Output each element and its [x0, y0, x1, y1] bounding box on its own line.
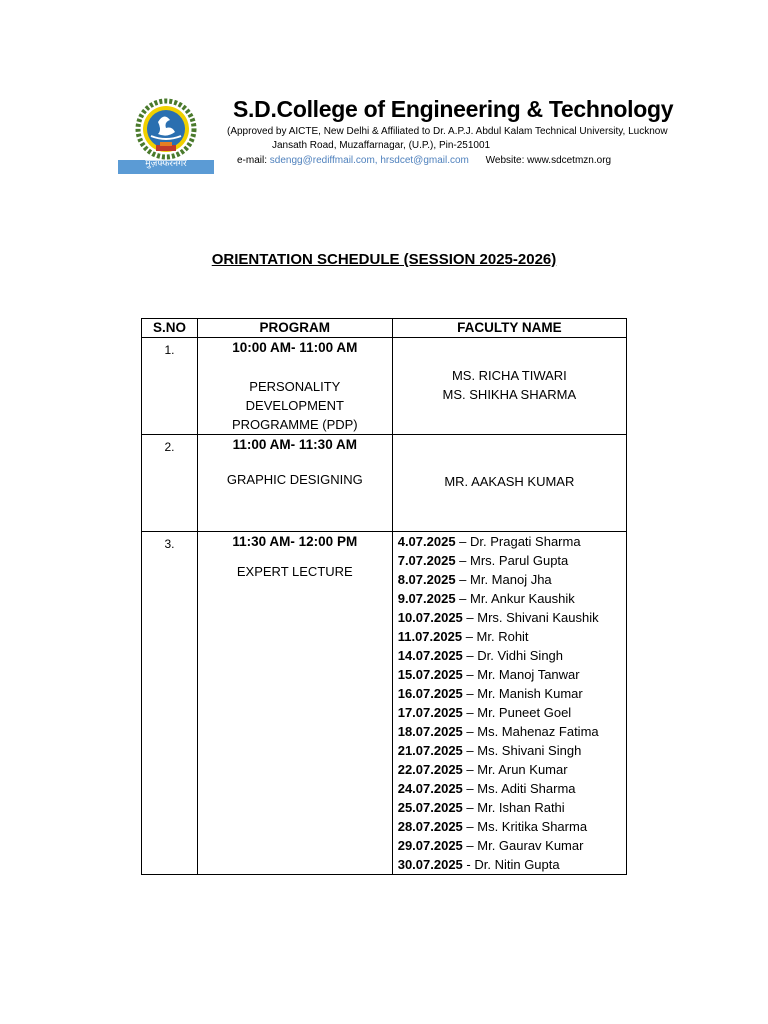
- lecture-item: [398, 817, 626, 836]
- faculty-name: MS. SHIKHA SHARMA: [442, 387, 577, 402]
- lecturer-name: – Ms. Shivani Singh: [462, 743, 582, 758]
- faculty-name: MR. AAKASH KUMAR: [444, 474, 575, 489]
- lecture-date: 11.07.2025: [397, 629, 463, 644]
- lecture-date: 16.07.2025: [397, 686, 463, 701]
- lecture-date: 4.07.2025: [397, 534, 456, 549]
- lecture-date: 18.07.2025: [397, 724, 463, 739]
- lecturer-name: – Mr. Rohit: [462, 629, 529, 644]
- lecturer-name: – Mr. Arun Kumar: [462, 762, 568, 777]
- session-time: 11:30 AM- 12:00 PM: [232, 534, 358, 549]
- lecturer-name: – Mrs. Parul Gupta: [455, 553, 569, 568]
- lecturer-name: – Ms. Aditi Sharma: [462, 781, 576, 796]
- lecture-date: 29.07.2025: [397, 838, 463, 853]
- header-sno: S.NO: [142, 319, 198, 338]
- lecture-item: [398, 627, 626, 646]
- lecturer-name: – Ms. Mahenaz Fatima: [462, 724, 599, 739]
- lecture-item: [398, 760, 626, 779]
- lecture-item: [398, 684, 626, 703]
- lecturer-name: – Mr. Puneet Goel: [462, 705, 572, 720]
- row-program-cell: [197, 338, 392, 435]
- college-name: S.D.College of Engineering & Technology: [233, 96, 674, 122]
- lecture-item: [398, 665, 626, 684]
- lecture-date: 14.07.2025: [397, 648, 463, 663]
- lecture-item: [398, 646, 626, 665]
- table-header-row: [142, 319, 627, 338]
- row-sno: 1.: [142, 338, 198, 435]
- header-faculty: FACULTY NAME: [392, 319, 626, 338]
- lecture-item: [398, 855, 626, 874]
- lecturer-name: – Mr. Manoj Tanwar: [462, 667, 580, 682]
- lecturer-name: – Mr. Manoj Jha: [455, 572, 552, 587]
- approval-line: (Approved by AICTE, New Delhi & Affiliated to Dr. A.P.J. Abdul Kalam Technical University, Lucknow: [227, 126, 668, 137]
- faculty-name: MS. RICHA TIWARI: [451, 368, 567, 383]
- website-text[interactable]: Website: www.sdcetmzn.org: [485, 155, 612, 166]
- lecture-item: [398, 608, 626, 627]
- row-faculty-cell: [392, 435, 626, 532]
- contact-line: [237, 155, 611, 166]
- lecture-date: 25.07.2025: [397, 800, 463, 815]
- logo-caption: मुज़फ्फरनगर: [145, 159, 187, 169]
- lecture-item: [398, 779, 626, 798]
- lecturer-name: – Ms. Kritika Sharma: [462, 819, 588, 834]
- session-time: 10:00 AM- 11:00 AM: [232, 340, 358, 355]
- lecture-date: 9.07.2025: [397, 591, 456, 606]
- row-sno: 3.: [142, 532, 198, 875]
- lecture-date: 21.07.2025: [397, 743, 463, 758]
- lecture-item: [398, 551, 626, 570]
- schedule-table: [141, 318, 627, 875]
- lecture-item: [398, 532, 626, 551]
- lecture-date: 10.07.2025: [397, 610, 463, 625]
- lecturer-name: – Mrs. Shivani Kaushik: [462, 610, 599, 625]
- lecture-item: [398, 741, 626, 760]
- lecture-date: 22.07.2025: [397, 762, 463, 777]
- row-sno: 2.: [142, 435, 198, 532]
- lecturer-name: – Mr. Gaurav Kumar: [462, 838, 584, 853]
- program-name: EXPERT LECTURE: [236, 564, 353, 579]
- logo-emblem: [138, 101, 194, 157]
- lecture-item: [398, 722, 626, 741]
- letterhead: [116, 92, 674, 178]
- lecture-date: 15.07.2025: [397, 667, 463, 682]
- lecturer-name: - Dr. Nitin Gupta: [462, 857, 560, 872]
- lecture-item: [398, 589, 626, 608]
- email-links[interactable]: sdengg@rediffmail.com, hrsdcet@gmail.com: [269, 155, 469, 166]
- lecturer-name: – Dr. Pragati Sharma: [455, 534, 581, 549]
- table-row: [142, 338, 627, 435]
- table-row: [142, 435, 627, 532]
- lecture-date: 24.07.2025: [397, 781, 463, 796]
- lecturer-name: – Mr. Manish Kumar: [462, 686, 583, 701]
- lecture-date: 28.07.2025: [397, 819, 463, 834]
- program-name: PERSONALITY DEVELOPMENT PROGRAMME (PDP): [231, 379, 358, 432]
- lecture-list: [392, 532, 626, 875]
- lecturer-name: – Mr. Ankur Kaushik: [455, 591, 575, 606]
- lecture-date: 17.07.2025: [397, 705, 463, 720]
- lecture-date: 7.07.2025: [397, 553, 456, 568]
- page-title: ORIENTATION SCHEDULE (SESSION 2025-2026): [211, 251, 557, 268]
- lecture-item: [398, 570, 626, 589]
- address-line: Jansath Road, Muzaffarnagar, (U.P.), Pin-251001: [272, 140, 491, 151]
- program-name: GRAPHIC DESIGNING: [226, 472, 363, 487]
- lecture-item: [398, 836, 626, 855]
- row-program-cell: [197, 435, 392, 532]
- lecture-item: [398, 798, 626, 817]
- email-label: e-mail:: [237, 155, 268, 166]
- row-faculty-cell: [392, 338, 626, 435]
- row-program-cell: [197, 532, 392, 875]
- lecturer-name: – Mr. Ishan Rathi: [462, 800, 565, 815]
- lecture-date: 30.07.2025: [397, 857, 463, 872]
- table-row: [142, 532, 627, 875]
- session-time: 11:00 AM- 11:30 AM: [232, 437, 357, 452]
- lecturer-name: – Dr. Vidhi Singh: [462, 648, 564, 663]
- lecture-item: [398, 703, 626, 722]
- header-program: PROGRAM: [197, 319, 392, 338]
- lecture-date: 8.07.2025: [397, 572, 456, 587]
